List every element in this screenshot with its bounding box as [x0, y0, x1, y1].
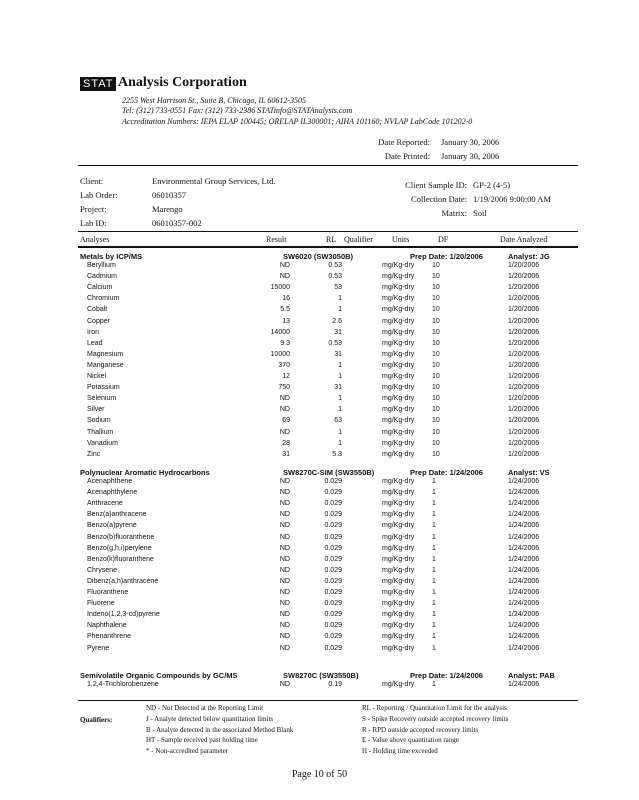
- analyte-name: Indeno(1,2,3-cd)pyrene: [87, 611, 160, 619]
- analyte-name: Cadmium: [87, 273, 117, 281]
- date-analyzed: 1/20/2006: [508, 328, 540, 336]
- units: mg/Kg-dry: [382, 522, 415, 530]
- reporting-limit: 0.029: [324, 533, 342, 541]
- units: mg/Kg-dry: [382, 600, 415, 608]
- company-name: Analysis Corporation: [118, 75, 247, 90]
- units: mg/Kg-dry: [382, 395, 415, 403]
- analyte-name: Potassium: [87, 384, 120, 392]
- qualifier-definition: S - Spike Recovery outside accepted recovery limits: [362, 714, 509, 723]
- result-value: ND: [279, 566, 290, 574]
- analyte-name: Sodium: [87, 417, 111, 425]
- reporting-limit: 0.029: [324, 622, 342, 630]
- analyte-name: Magnesium: [87, 350, 124, 358]
- section-title: Semivolatile Organic Compounds by GC/MS: [80, 671, 238, 680]
- company-address: 2255 West Harrison St., Suite B, Chicago, IL 60612-3505: [122, 96, 307, 105]
- reporting-limit: 0.53: [328, 339, 342, 347]
- dilution-factor: 1: [432, 644, 436, 652]
- date-analyzed: 1/24/2006: [508, 478, 540, 485]
- reporting-limit: 0.029: [324, 500, 342, 508]
- analyte-name: Calcium: [87, 284, 113, 292]
- result-value: ND: [279, 273, 290, 281]
- date-analyzed: 1/20/2006: [508, 384, 540, 392]
- date-analyzed: 1/20/2006: [508, 284, 540, 292]
- result-value: 10000: [270, 350, 290, 358]
- date-analyzed: 1/24/2006: [508, 511, 540, 519]
- date-analyzed: 1/24/2006: [508, 544, 540, 552]
- units: mg/Kg-dry: [382, 339, 415, 347]
- result-value: ND: [279, 478, 290, 485]
- analyte-name: Phenanthrene: [87, 633, 131, 641]
- analyte-name: Selenium: [87, 395, 117, 403]
- section-analyst: Analyst: JG: [508, 252, 550, 261]
- date-analyzed: 1/24/2006: [508, 489, 540, 497]
- result-value: ND: [279, 500, 290, 508]
- analyte-name: Benzo(g,h,i)perylene: [87, 544, 152, 552]
- analyte-name: Dibenz(a,h)anthracene: [87, 577, 159, 585]
- units: mg/Kg-dry: [382, 478, 415, 485]
- units: mg/Kg-dry: [382, 555, 415, 563]
- qualifier-definition: HT - Sample received past holding time: [146, 736, 258, 745]
- units: mg/Kg-dry: [382, 450, 415, 458]
- reporting-limit: 0.029: [324, 600, 342, 608]
- result-value: 13: [282, 317, 290, 325]
- result-value: ND: [279, 522, 290, 530]
- sample-id-value: GP-2 (4-5): [473, 180, 511, 190]
- analyte-name: Benzo(a)pyrene: [87, 522, 137, 530]
- result-value: ND: [279, 489, 290, 497]
- dilution-factor: 1: [432, 600, 436, 608]
- result-value: 28: [282, 439, 290, 447]
- project-value: Marengo: [152, 204, 183, 214]
- units: mg/Kg-dry: [382, 633, 415, 641]
- col-qualifier: Qualifier: [344, 235, 373, 244]
- section-method: SW6020 (SW3050B): [283, 252, 354, 261]
- date-analyzed: 1/24/2006: [508, 555, 540, 563]
- dilution-factor: 10: [432, 284, 440, 292]
- dilution-factor: 1: [432, 511, 436, 519]
- units: mg/Kg-dry: [382, 439, 415, 447]
- dilution-factor: 10: [432, 417, 440, 425]
- result-value: ND: [279, 589, 290, 596]
- units: mg/Kg-dry: [382, 295, 415, 303]
- result-value: ND: [279, 681, 290, 688]
- section-analyst: Analyst: PAB: [508, 671, 555, 680]
- analyte-name: Pyrene: [87, 644, 110, 652]
- dilution-factor: 10: [432, 262, 440, 269]
- units: mg/Kg-dry: [382, 511, 415, 519]
- result-value: ND: [279, 533, 290, 541]
- analyte-name: Chromium: [87, 295, 120, 303]
- date-analyzed: 1/20/2006: [508, 317, 540, 325]
- analyte-name: Copper: [87, 317, 110, 325]
- dilution-factor: 1: [432, 566, 436, 574]
- section-analyst: Analyst: VS: [508, 468, 550, 477]
- dilution-factor: 1: [432, 681, 436, 688]
- analyte-name: Benz(a)anthracene: [87, 511, 147, 519]
- reporting-limit: 5.3: [332, 450, 342, 458]
- result-value: 16: [282, 295, 290, 303]
- result-value: 5.5: [280, 306, 290, 314]
- dilution-factor: 1: [432, 544, 436, 552]
- reporting-limit: 0.029: [324, 489, 342, 497]
- units: mg/Kg-dry: [382, 384, 415, 392]
- section-prep-date: Prep Date: 1/24/2006: [410, 468, 483, 477]
- units: mg/Kg-dry: [382, 622, 415, 630]
- accreditation: Accreditation Numbers: IEPA ELAP 100445; ORELAP IL300001; AIHA 101160; NVLAP LabCode 101202-0: [122, 117, 473, 126]
- date-analyzed: 1/20/2006: [508, 361, 540, 369]
- reporting-limit: 1: [338, 361, 342, 369]
- qualifier-definition: J - Analyte detected below quantitation limits: [146, 714, 274, 723]
- date-analyzed: 1/20/2006: [508, 395, 540, 403]
- dilution-factor: 10: [432, 384, 440, 392]
- qualifier-definition: RL - Reporting / Quantitation Limit for the analysis: [362, 704, 507, 712]
- reporting-limit: 1: [338, 395, 342, 403]
- units: mg/Kg-dry: [382, 544, 415, 552]
- reporting-limit: 0.029: [324, 644, 342, 652]
- result-value: ND: [279, 395, 290, 403]
- analyte-name: Thallium: [87, 428, 114, 436]
- date-printed: January 30, 2006: [441, 151, 500, 161]
- date-analyzed: 1/24/2006: [508, 589, 540, 596]
- client-label: Client:: [80, 176, 104, 186]
- analyte-name: Nickel: [87, 373, 107, 380]
- dilution-factor: 1: [432, 622, 436, 630]
- units: mg/Kg-dry: [382, 577, 415, 585]
- reporting-limit: 0.029: [324, 555, 342, 563]
- project-label: Project:: [80, 204, 107, 214]
- units: mg/Kg-dry: [382, 273, 415, 281]
- lab-order-value: 06010357: [152, 190, 186, 200]
- date-analyzed: 1/24/2006: [508, 644, 540, 652]
- date-analyzed: 1/24/2006: [508, 577, 540, 585]
- col-date-analyzed: Date Analyzed: [500, 235, 548, 244]
- dilution-factor: 10: [432, 295, 440, 303]
- analyte-name: Cobalt: [87, 306, 108, 314]
- analyte-name: Acenaphthene: [87, 478, 133, 485]
- units: mg/Kg-dry: [382, 373, 415, 380]
- divider: [78, 165, 578, 166]
- dilution-factor: 10: [432, 306, 440, 314]
- company-logo: STAT: [80, 77, 116, 91]
- reporting-limit: 1: [338, 295, 342, 303]
- reporting-limit: 0.029: [324, 478, 342, 485]
- analyte-name: Acenaphthylene: [87, 489, 138, 497]
- analyte-name: Benzo(b)fluoranthene: [87, 533, 155, 541]
- col-rl: RL: [326, 235, 337, 244]
- result-value: ND: [279, 633, 290, 641]
- units: mg/Kg-dry: [382, 306, 415, 314]
- qualifier-definition: R - RPD outside accepted recovery limits: [362, 725, 479, 734]
- section-title: Metals by ICP/MS: [80, 252, 143, 261]
- dilution-factor: 1: [432, 633, 436, 641]
- reporting-limit: 1: [338, 373, 342, 380]
- units: mg/Kg-dry: [382, 406, 415, 414]
- divider: [78, 246, 578, 248]
- dilution-factor: 10: [432, 273, 440, 281]
- units: mg/Kg-dry: [382, 611, 415, 619]
- units: mg/Kg-dry: [382, 566, 415, 574]
- result-value: 9.3: [280, 339, 290, 347]
- result-value: 14000: [270, 328, 290, 336]
- date-analyzed: 1/20/2006: [508, 373, 540, 380]
- reporting-limit: 31: [334, 350, 342, 358]
- qualifier-definition: ND - Not Detected at the Reporting Limit: [146, 704, 264, 712]
- dilution-factor: 10: [432, 317, 440, 325]
- result-value: 69: [282, 417, 290, 425]
- dilution-factor: 10: [432, 373, 440, 380]
- divider: [78, 700, 578, 701]
- reporting-limit: 1: [338, 439, 342, 447]
- reporting-limit: 31: [334, 384, 342, 392]
- dilution-factor: 10: [432, 428, 440, 436]
- date-analyzed: 1/20/2006: [508, 406, 540, 414]
- date-analyzed: 1/24/2006: [508, 522, 540, 530]
- reporting-limit: 0.53: [328, 273, 342, 281]
- result-value: 31: [282, 450, 290, 458]
- analyte-name: Fluoranthene: [87, 589, 129, 596]
- dilution-factor: 10: [432, 450, 440, 458]
- reporting-limit: 0.029: [324, 522, 342, 530]
- date-printed-label: Date Printed:: [384, 151, 430, 161]
- collection-date-label: Collection Date:: [411, 194, 467, 204]
- dilution-factor: 1: [432, 522, 436, 530]
- lab-order-label: Lab Order:: [80, 190, 118, 200]
- units: mg/Kg-dry: [382, 361, 415, 369]
- reporting-limit: 1: [338, 306, 342, 314]
- col-analyses: Analyses: [80, 235, 110, 244]
- date-analyzed: 1/24/2006: [508, 681, 540, 688]
- units: mg/Kg-dry: [382, 262, 415, 269]
- qualifier-definition: * - Non-accredited parameter: [146, 747, 229, 756]
- sample-id-label: Client Sample ID:: [405, 180, 467, 190]
- reporting-limit: 0.029: [324, 611, 342, 619]
- divider: [78, 231, 578, 232]
- result-value: 750: [278, 384, 290, 392]
- result-value: ND: [279, 555, 290, 563]
- analyte-name: Iron: [87, 328, 100, 336]
- units: mg/Kg-dry: [382, 417, 415, 425]
- reporting-limit: 63: [334, 417, 342, 425]
- section-method: SW8270C (SW3550B): [283, 671, 359, 680]
- dilution-factor: 1: [432, 611, 436, 619]
- reporting-limit: 1: [338, 406, 342, 414]
- date-analyzed: 1/20/2006: [508, 350, 540, 358]
- reporting-limit: 31: [334, 328, 342, 336]
- analyte-name: 1,2,4-Trichlorobenzene: [87, 681, 159, 688]
- dilution-factor: 10: [432, 339, 440, 347]
- units: mg/Kg-dry: [382, 644, 415, 652]
- reporting-limit: 0.029: [324, 544, 342, 552]
- dilution-factor: 10: [432, 406, 440, 414]
- date-reported: January 30, 2006: [441, 137, 500, 147]
- col-units: Units: [392, 235, 410, 244]
- dilution-factor: 1: [432, 500, 436, 508]
- qualifier-definition: H - Holding time exceeded: [362, 747, 438, 756]
- dilution-factor: 10: [432, 361, 440, 369]
- analyte-name: Chrysene: [87, 566, 117, 574]
- analyte-name: Silver: [87, 406, 105, 414]
- analyte-name: Benzo(k)fluoranthene: [87, 555, 154, 563]
- dilution-factor: 10: [432, 439, 440, 447]
- units: mg/Kg-dry: [382, 328, 415, 336]
- result-value: ND: [279, 644, 290, 652]
- section-method: SW8270C-SIM (SW3550B): [283, 468, 375, 477]
- units: mg/Kg-dry: [382, 589, 415, 596]
- analyte-name: Beryllium: [87, 262, 116, 269]
- units: mg/Kg-dry: [382, 681, 415, 688]
- dilution-factor: 1: [432, 589, 436, 596]
- analyte-name: Naphthalene: [87, 622, 127, 630]
- result-value: ND: [279, 262, 290, 269]
- client-value: Environmental Group Services, Ltd.: [152, 176, 276, 186]
- reporting-limit: 1: [338, 428, 342, 436]
- dilution-factor: 10: [432, 350, 440, 358]
- result-value: ND: [279, 406, 290, 414]
- date-analyzed: 1/20/2006: [508, 439, 540, 447]
- dilution-factor: 1: [432, 478, 436, 485]
- reporting-limit: 53: [334, 284, 342, 292]
- col-result: Result: [266, 235, 287, 244]
- units: mg/Kg-dry: [382, 350, 415, 358]
- dilution-factor: 1: [432, 577, 436, 585]
- units: mg/Kg-dry: [382, 317, 415, 325]
- units: mg/Kg-dry: [382, 489, 415, 497]
- date-analyzed: 1/24/2006: [508, 622, 540, 630]
- analyte-name: Fluorene: [87, 600, 115, 608]
- dilution-factor: 1: [432, 533, 436, 541]
- date-analyzed: 1/24/2006: [508, 611, 540, 619]
- result-value: 15000: [270, 284, 290, 292]
- result-value: ND: [279, 511, 290, 519]
- qualifier-definition: B - Analyte detected in the associated Method Blank: [146, 725, 294, 734]
- section-prep-date: Prep Date: 1/20/2006: [410, 252, 483, 261]
- date-analyzed: 1/20/2006: [508, 306, 540, 314]
- col-df: DF: [438, 235, 449, 244]
- dilution-factor: 1: [432, 489, 436, 497]
- result-value: 370: [278, 361, 290, 369]
- analyte-name: Anthracene: [87, 500, 123, 508]
- result-value: 12: [282, 373, 290, 380]
- reporting-limit: 0.029: [324, 589, 342, 596]
- page-number: Page 10 of 50: [291, 769, 348, 780]
- date-analyzed: 1/24/2006: [508, 600, 540, 608]
- date-analyzed: 1/24/2006: [508, 633, 540, 641]
- dilution-factor: 10: [432, 328, 440, 336]
- date-analyzed: 1/20/2006: [508, 417, 540, 425]
- dilution-factor: 10: [432, 395, 440, 403]
- matrix-label: Matrix:: [441, 208, 467, 218]
- date-analyzed: 1/20/2006: [508, 339, 540, 347]
- result-value: ND: [279, 544, 290, 552]
- date-analyzed: 1/20/2006: [508, 262, 540, 269]
- result-value: ND: [279, 428, 290, 436]
- units: mg/Kg-dry: [382, 500, 415, 508]
- reporting-limit: 0.029: [324, 566, 342, 574]
- analyte-name: Vanadium: [87, 439, 119, 447]
- qualifier-definition: E - Value above quantitation range: [362, 736, 459, 745]
- result-value: ND: [279, 577, 290, 585]
- units: mg/Kg-dry: [382, 284, 415, 292]
- section-title: Polynuclear Aromatic Hydrocarbons: [80, 468, 210, 477]
- date-analyzed: 1/20/2006: [508, 450, 540, 458]
- lab-id-value: 06010357-002: [152, 218, 202, 228]
- date-analyzed: 1/24/2006: [508, 533, 540, 541]
- reporting-limit: 0.029: [324, 577, 342, 585]
- date-analyzed: 1/24/2006: [508, 500, 540, 508]
- dilution-factor: 1: [432, 555, 436, 563]
- result-value: ND: [279, 622, 290, 630]
- date-analyzed: 1/24/2006: [508, 566, 540, 574]
- analyte-name: Zinc: [87, 450, 101, 458]
- result-value: ND: [279, 611, 290, 619]
- reporting-limit: 2.6: [332, 317, 342, 325]
- qualifiers-label: Qualifiers:: [80, 716, 113, 724]
- lab-id-label: Lab ID:: [80, 218, 107, 228]
- date-reported-label: Date Reported:: [378, 137, 430, 147]
- reporting-limit: 0.029: [324, 511, 342, 519]
- result-value: ND: [279, 600, 290, 608]
- date-analyzed: 1/20/2006: [508, 428, 540, 436]
- section-prep-date: Prep Date: 1/24/2006: [410, 671, 483, 680]
- matrix-value: Soil: [473, 208, 487, 218]
- collection-date-value: 1/19/2006 9:00:00 AM: [473, 194, 551, 204]
- units: mg/Kg-dry: [382, 428, 415, 436]
- units: mg/Kg-dry: [382, 533, 415, 541]
- analyte-name: Manganese: [87, 361, 124, 369]
- date-analyzed: 1/20/2006: [508, 273, 540, 281]
- reporting-limit: 0.53: [328, 262, 342, 269]
- analyte-name: Lead: [87, 339, 103, 347]
- reporting-limit: 0.029: [324, 633, 342, 641]
- date-analyzed: 1/20/2006: [508, 295, 540, 303]
- reporting-limit: 0.19: [328, 681, 342, 688]
- company-contact: Tel: (312) 733-0551 Fax: (312) 733-2386 STATinfo@STATAnalysis.com: [122, 106, 353, 115]
